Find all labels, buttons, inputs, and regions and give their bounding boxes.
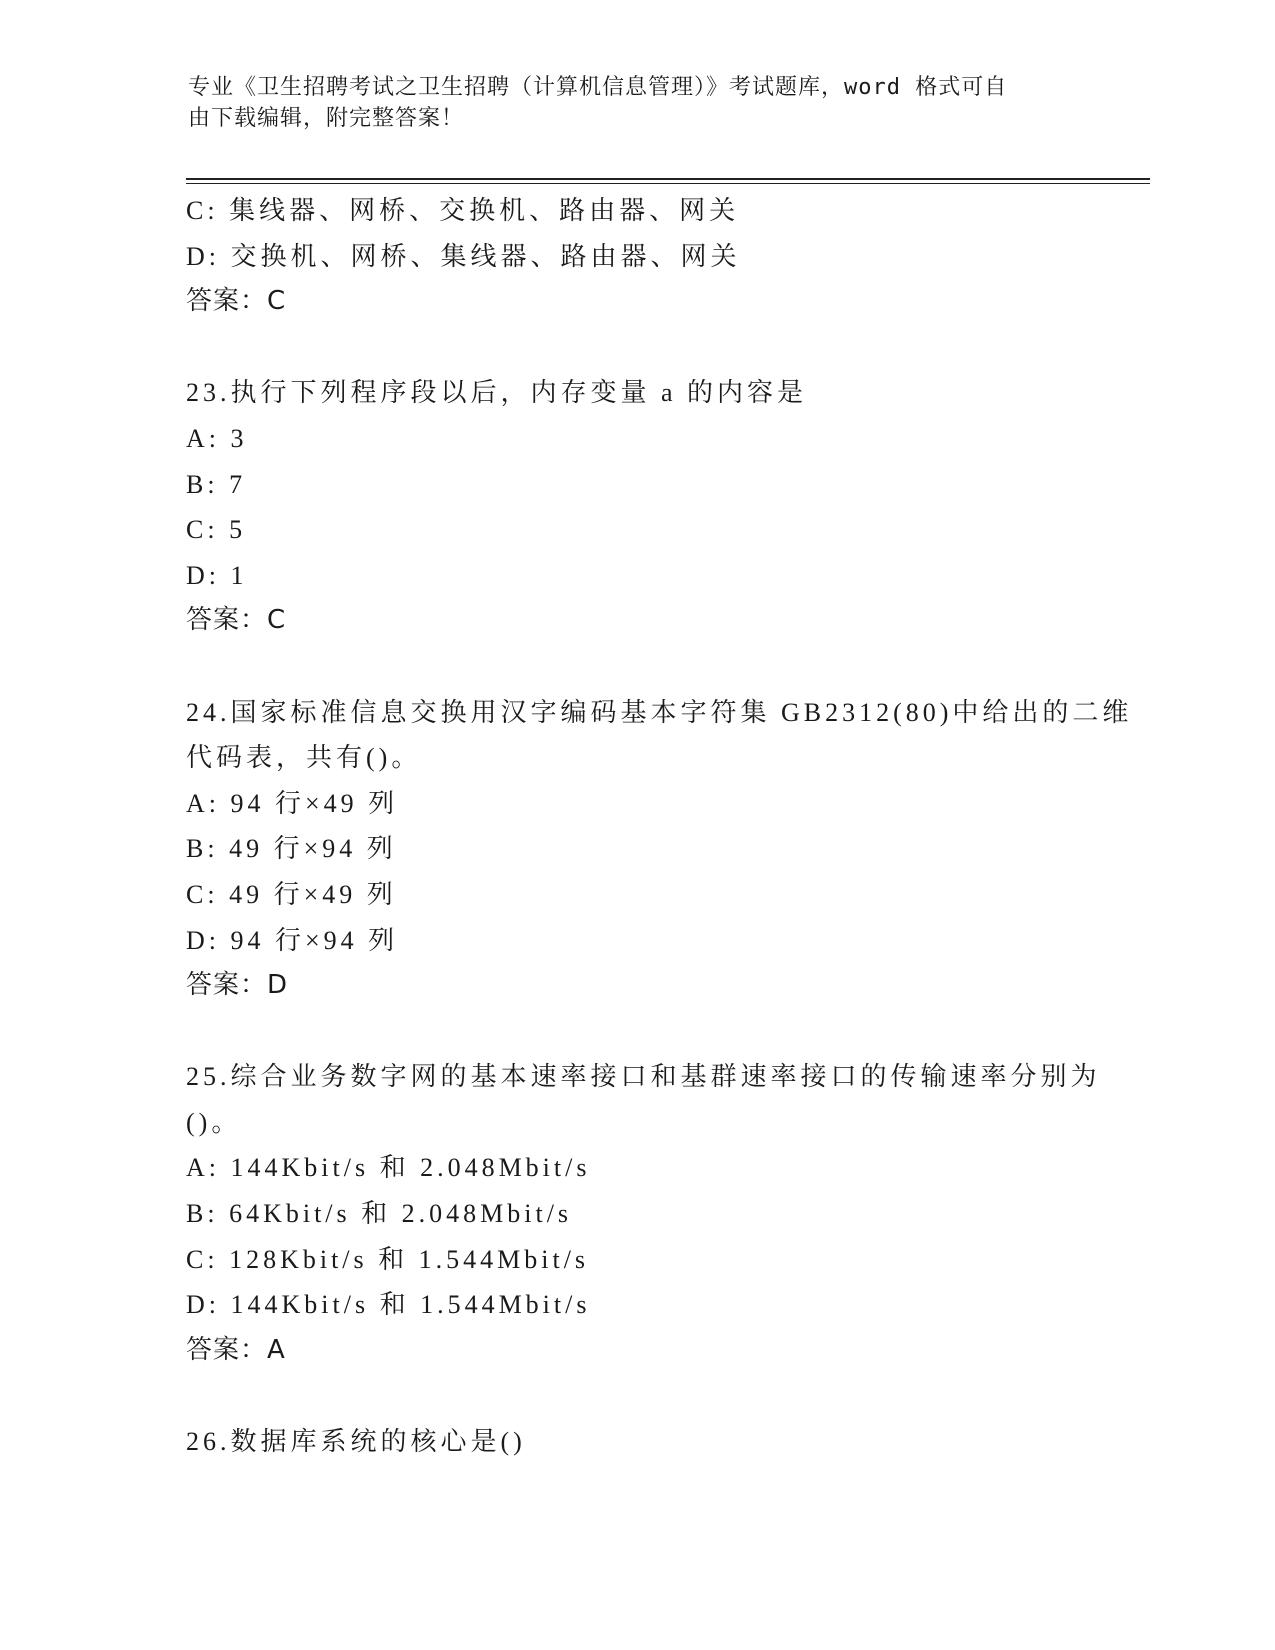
option-c: C: 集线器、网桥、交换机、路由器、网关 (186, 196, 740, 225)
option-c: C: 5 (186, 515, 247, 545)
question-block-24 (186, 690, 1133, 1009)
header-divider-thick (186, 178, 1150, 180)
question-content (186, 188, 1133, 1465)
question-stem: 25.综合业务数字网的基本速率接口和基群速率接口的传输速率分别为 (186, 1062, 1101, 1092)
answer-line: 答案：C (186, 605, 287, 636)
option-a: A: 94 行×49 列 (186, 788, 399, 818)
header-divider-thin (186, 183, 1150, 184)
spacer (186, 1009, 1086, 1055)
option-d: D: 94 行×94 列 (186, 925, 399, 955)
option-c: C: 49 行×49 列 (186, 879, 397, 909)
option-b: B: 49 行×94 列 (186, 834, 397, 864)
question-stem-continued: 代码表，共有()。 (186, 743, 422, 773)
answer-line: 答案：C (186, 286, 287, 317)
question-stem: 26.数据库系统的核心是() (186, 1427, 526, 1457)
header-line-2: 由下载编辑，附完整答案！ (188, 106, 465, 131)
option-d: D: 144Kbit/s 和 1.544Mbit/s (186, 1290, 591, 1320)
spacer (186, 644, 1086, 690)
option-b: B: 64Kbit/s 和 2.048Mbit/s (186, 1199, 573, 1229)
option-b: B: 7 (186, 469, 247, 499)
question-stem: 23.执行下列程序段以后，内存变量 a 的内容是 (186, 378, 808, 408)
document-header (188, 72, 1088, 134)
option-a: A: 144Kbit/s 和 2.048Mbit/s (186, 1153, 591, 1183)
question-stem-continued: ()。 (186, 1107, 242, 1137)
answer-line: 答案：D (186, 970, 289, 1001)
option-d: D: 1 (186, 560, 248, 590)
question-block-prev (186, 188, 1086, 325)
header-line-1: 专业《卫生招聘考试之卫生招聘（计算机信息管理）》考试题库，word 格式可自 (188, 75, 1008, 100)
question-block-25 (186, 1054, 1101, 1373)
answer-line: 答案：A (186, 1334, 286, 1365)
spacer (186, 325, 1086, 371)
question-stem: 24.国家标准信息交换用汉字编码基本字符集 GB2312(80)中给出的二维 (186, 697, 1133, 727)
question-block-26 (186, 1419, 1086, 1465)
option-a: A: 3 (186, 423, 248, 453)
spacer (186, 1373, 1086, 1419)
question-block-23 (186, 370, 1086, 644)
option-c: C: 128Kbit/s 和 1.544Mbit/s (186, 1244, 590, 1274)
option-d: D: 交换机、网桥、集线器、路由器、网关 (186, 241, 741, 271)
